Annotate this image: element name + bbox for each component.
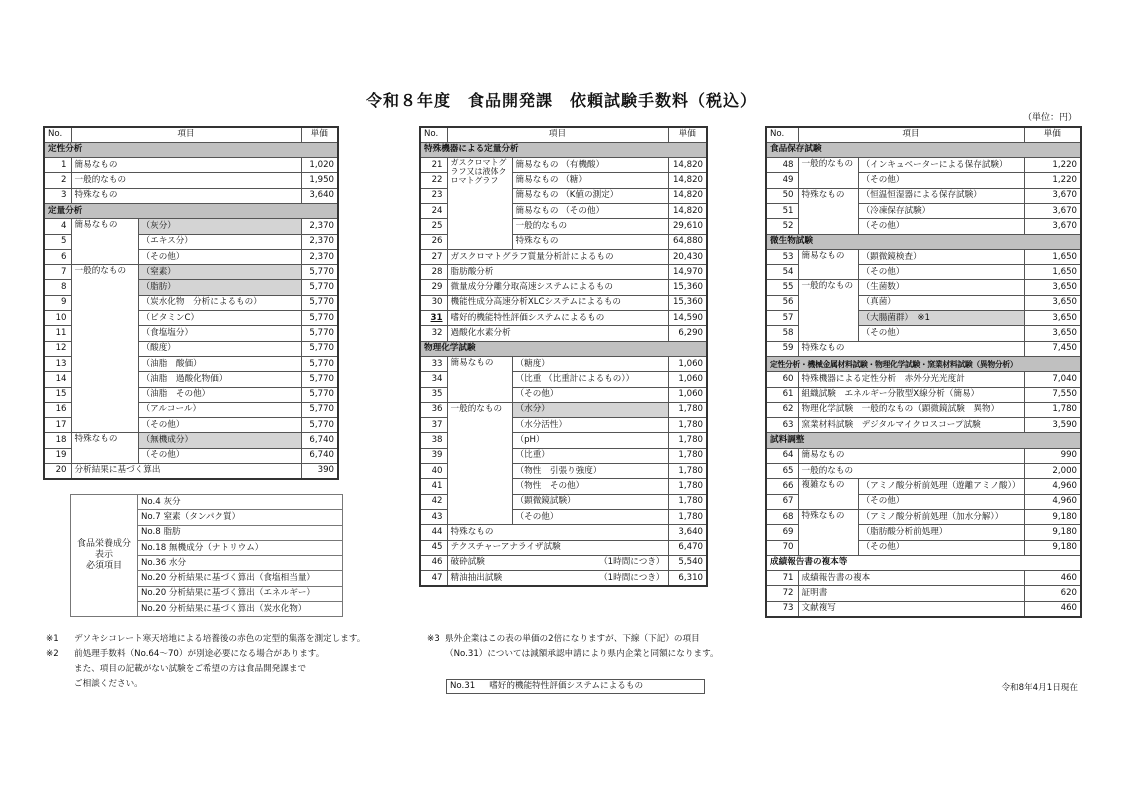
header-price: 単価 bbox=[1024, 127, 1081, 142]
section-header bbox=[766, 555, 1081, 570]
table-row: 8 （脂肪） 5,770 bbox=[44, 280, 338, 295]
table-row: 54 （その他） 1,650 bbox=[766, 265, 1081, 280]
table-row: 29 微量成分分離分取高速システムによるもの 15,360 bbox=[420, 280, 707, 295]
table-row: 58 （その他） 3,650 bbox=[766, 326, 1081, 341]
table-row: 1 簡易なもの 1,020 bbox=[44, 158, 338, 173]
table-row: 42 （顕微鏡試験） 1,780 bbox=[420, 494, 707, 509]
header-item: 項目 bbox=[447, 127, 668, 142]
section-header bbox=[44, 142, 338, 157]
table-row: 32 過酸化水素分析 6,290 bbox=[420, 326, 707, 341]
table-row: 9 （炭水化物 分析によるもの） 5,770 bbox=[44, 295, 338, 310]
table-row: 41 （物性 その他） 1,780 bbox=[420, 479, 707, 494]
nutrition-label: 食品栄養成分 表示 必須項目 bbox=[71, 495, 138, 617]
underlined-item-number: 31 bbox=[430, 312, 443, 323]
table-row: 19 （その他） 6,740 bbox=[44, 448, 338, 463]
section-title: 試料調整 bbox=[766, 433, 1081, 448]
table-row: 11 （食塩塩分） 5,770 bbox=[44, 326, 338, 341]
table-row: 6 （その他） 2,370 bbox=[44, 249, 338, 264]
table-row: 49 （その他） 1,220 bbox=[766, 173, 1081, 188]
table-row: 50 特殊なもの （恒温恒湿器による保存試験） 3,670 bbox=[766, 188, 1081, 203]
group-label: 一般的なもの bbox=[798, 158, 858, 189]
section-title: 物理化学試験 bbox=[420, 341, 707, 356]
group-label: 複雑なもの bbox=[798, 479, 858, 510]
table-row: 18 特殊なもの （無機成分） 6,740 bbox=[44, 433, 338, 448]
section-header bbox=[766, 142, 1081, 157]
section-title: 成績報告書の複本等 bbox=[766, 555, 1081, 570]
table-row: 71 成績報告書の複本 460 bbox=[766, 571, 1081, 586]
table-row: 36 一般的なもの （水分） 1,780 bbox=[420, 402, 707, 417]
header-no: No. bbox=[44, 127, 71, 142]
group-label: 一般的なもの bbox=[71, 265, 138, 433]
table-row: 43 （その他） 1,780 bbox=[420, 509, 707, 524]
table-row: 57 （大腸菌群） ※1 3,650 bbox=[766, 311, 1081, 326]
table-row: 46 破砕試験 （1時間につき） 5,540 bbox=[420, 555, 707, 570]
nutrition-required-items-table bbox=[70, 494, 343, 617]
table-row: 31 嗜好的機能特性評価システムによるもの 14,590 bbox=[420, 311, 707, 326]
table-row: 23 簡易なもの （K値の測定） 14,820 bbox=[420, 188, 707, 203]
section-title: 食品保存試験 bbox=[766, 142, 1081, 157]
table-row: 12 （酸度） 5,770 bbox=[44, 341, 338, 356]
section-title: 定性分析 bbox=[44, 142, 338, 157]
table-row: 21 ガスクロマトグラフ又は液体クロマトグラフ 簡易なもの （有機酸） 14,820 bbox=[420, 158, 707, 173]
table-row: 10 （ビタミンC） 5,770 bbox=[44, 311, 338, 326]
table-row: 16 （アルコール） 5,770 bbox=[44, 402, 338, 417]
section-title: 特殊機器による定量分析 bbox=[420, 142, 707, 157]
table-row: 34 （比重 （比重計によるもの）） 1,060 bbox=[420, 372, 707, 387]
table-row: 73 文献複写 460 bbox=[766, 601, 1081, 616]
group-label: ガスクロマトグラフ又は液体クロマトグラフ bbox=[447, 158, 512, 250]
fee-table-middle bbox=[419, 126, 708, 587]
table-row: 2 一般的なもの 1,950 bbox=[44, 173, 338, 188]
header-item: 項目 bbox=[798, 127, 1024, 142]
table-row: 38 （pH） 1,780 bbox=[420, 433, 707, 448]
table-row: 68 特殊なもの （アミノ酸分析前処理（加水分解）） 9,180 bbox=[766, 509, 1081, 524]
no31-highlight-box: No.31 嗜好的機能特性評価システムによるもの bbox=[446, 679, 705, 694]
table-row: 26 特殊なもの 64,880 bbox=[420, 234, 707, 249]
table-row: 55 一般的なもの （生菌数） 3,650 bbox=[766, 280, 1081, 295]
table-row: 44 特殊なもの 3,640 bbox=[420, 525, 707, 540]
unit-label: （単位：円） bbox=[1022, 113, 1077, 123]
section-header bbox=[420, 142, 707, 157]
table-row: 15 （油脂 その他） 5,770 bbox=[44, 387, 338, 402]
table-header bbox=[420, 127, 707, 142]
table-row: 51 （冷凍保存試験） 3,670 bbox=[766, 203, 1081, 218]
group-label: 簡易なもの bbox=[447, 356, 512, 402]
table-row: 60 特殊機器による定性分析 赤外分光光度計 7,040 bbox=[766, 372, 1081, 387]
group-label: 特殊なもの bbox=[798, 509, 858, 555]
footnote-2: ※2 前処理手数料（No.64～70）が別途必要になる場合があります。 bbox=[46, 649, 325, 659]
table-row: No.36 水分 bbox=[71, 556, 343, 571]
table-row: 39 （比重） 1,780 bbox=[420, 448, 707, 463]
table-row: 52 （その他） 3,670 bbox=[766, 219, 1081, 234]
fee-table-right bbox=[765, 126, 1082, 618]
table-row: No.20 分析結果に基づく算出（炭水化物） bbox=[71, 602, 343, 617]
table-row: No.8 脂肪 bbox=[71, 525, 343, 540]
table-row: 35 （その他） 1,060 bbox=[420, 387, 707, 402]
fee-table-left bbox=[43, 126, 339, 480]
table-row: 14 （油脂 過酸化物価） 5,770 bbox=[44, 372, 338, 387]
table-row: No.7 窒素（タンパク質） bbox=[71, 510, 343, 525]
table-row: 40 （物性 引張り強度） 1,780 bbox=[420, 464, 707, 479]
table-row: 25 一般的なもの 29,610 bbox=[420, 219, 707, 234]
table-row: 28 脂肪酸分析 14,970 bbox=[420, 265, 707, 280]
section-title: 微生物試験 bbox=[766, 234, 1081, 249]
table-row: 24 簡易なもの （その他） 14,820 bbox=[420, 203, 707, 218]
table-row: No.18 無機成分（ナトリウム） bbox=[71, 540, 343, 555]
footnotes-left: ※1 デソキシコレート寒天培地による培養後の赤色の定型的集落を測定します。 ※2 前処理手数料（No.64～70）が別途必要になる場合があります。 また、項目の記載がない試験をご希望の方は食品開発課まで ご相談ください。 bbox=[46, 634, 366, 689]
table-row: 33 簡易なもの （糖度） 1,060 bbox=[420, 356, 707, 371]
header-price: 単価 bbox=[668, 127, 707, 142]
table-row: 59 特殊なもの 7,450 bbox=[766, 341, 1081, 356]
table-header bbox=[766, 127, 1081, 142]
group-label: 特殊なもの bbox=[798, 188, 858, 234]
table-row: 48 一般的なもの （インキュベーターによる保存試験） 1,220 bbox=[766, 158, 1081, 173]
table-row: 62 物理化学試験 一般的なもの（顕微鏡試験 異物） 1,780 bbox=[766, 402, 1081, 417]
table-row: 45 テクスチャーアナライザ試験 6,470 bbox=[420, 540, 707, 555]
table-row: 37 （水分活性） 1,780 bbox=[420, 418, 707, 433]
table-row: 27 ガスクロマトグラフ質量分析計によるもの 20,430 bbox=[420, 249, 707, 264]
table-row: 70 （その他） 9,180 bbox=[766, 540, 1081, 555]
page-title: 令和８年度 食品開発課 依頼試験手数料（税込） bbox=[365, 91, 757, 110]
section-title: 定量分析 bbox=[44, 203, 338, 218]
footnote-1: ※1 デソキシコレート寒天培地による培養後の赤色の定型的集落を測定します。 bbox=[46, 634, 366, 644]
header-price: 単価 bbox=[301, 127, 338, 142]
table-row: 4 簡易なもの （灰分） 2,370 bbox=[44, 219, 338, 234]
group-label: 特殊なもの bbox=[71, 433, 138, 464]
group-label: 簡易なもの bbox=[798, 249, 858, 280]
table-row: 56 （真菌） 3,650 bbox=[766, 295, 1081, 310]
group-label: 簡易なもの bbox=[71, 219, 138, 265]
table-row: 20 分析結果に基づく算出 390 bbox=[44, 464, 338, 479]
table-row: 65 一般的なもの 2,000 bbox=[766, 464, 1081, 479]
table-row: 13 （油脂 酸価） 5,770 bbox=[44, 356, 338, 371]
table-row: 5 （エキス分） 2,370 bbox=[44, 234, 338, 249]
table-row: No.20 分析結果に基づく算出（食塩相当量） bbox=[71, 571, 343, 586]
section-header bbox=[766, 234, 1081, 249]
table-row: 30 機能性成分高速分析XLCシステムによるもの 15,360 bbox=[420, 295, 707, 310]
section-title: 定性分析・機械金属材料試験・物理化学試験・窯業材料試験（異物分析） bbox=[766, 356, 1081, 371]
group-label: 一般的なもの bbox=[798, 280, 858, 341]
header-no: No. bbox=[420, 127, 447, 142]
table-row: 7 一般的なもの （窒素） 5,770 bbox=[44, 265, 338, 280]
table-row: 67 （その他） 4,960 bbox=[766, 494, 1081, 509]
table-row: 食品栄養成分 表示 必須項目 No.4 灰分 bbox=[71, 495, 343, 510]
header-no: No. bbox=[766, 127, 798, 142]
table-row: 72 証明書 620 bbox=[766, 586, 1081, 601]
table-row: 63 窯業材料試験 デジタルマイクロスコープ試験 3,590 bbox=[766, 418, 1081, 433]
table-row: 64 簡易なもの 990 bbox=[766, 448, 1081, 463]
table-row: 53 簡易なもの （顕微鏡検査） 1,650 bbox=[766, 249, 1081, 264]
table-row: 47 精油抽出試験 （1時間につき） 6,310 bbox=[420, 571, 707, 586]
effective-date: 令和8年4月1日現在 bbox=[1001, 683, 1078, 693]
table-row: 3 特殊なもの 3,640 bbox=[44, 188, 338, 203]
table-row: 69 （脂肪酸分析前処理） 9,180 bbox=[766, 525, 1081, 540]
section-header bbox=[766, 433, 1081, 448]
table-row: 66 複雑なもの （アミノ酸分析前処理（遊離アミノ酸）） 4,960 bbox=[766, 479, 1081, 494]
header-item: 項目 bbox=[71, 127, 301, 142]
footnote-3: ※3 県外企業はこの表の単価の2倍になりますが、下線（下記）の項目 （No.31）については減額承認申請により県内企業と同額になります。 bbox=[427, 634, 719, 659]
section-header bbox=[44, 203, 338, 218]
section-header bbox=[420, 341, 707, 356]
table-row: 17 （その他） 5,770 bbox=[44, 418, 338, 433]
table-row: 22 簡易なもの （糖） 14,820 bbox=[420, 173, 707, 188]
table-header bbox=[44, 127, 338, 142]
section-header bbox=[766, 356, 1081, 371]
table-row: No.20 分析結果に基づく算出（エネルギー） bbox=[71, 586, 343, 601]
table-row: 61 組織試験 エネルギー分散型X線分析（簡易） 7,550 bbox=[766, 387, 1081, 402]
group-label: 一般的なもの bbox=[447, 402, 512, 524]
